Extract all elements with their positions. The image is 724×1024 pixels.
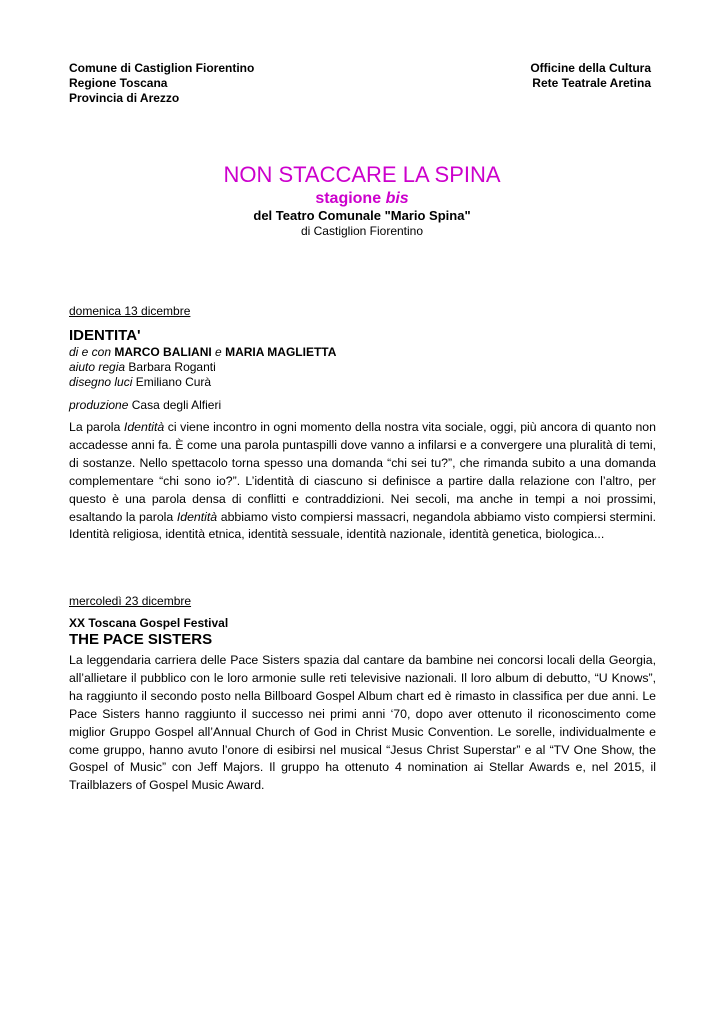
credit-disegno-luci — [69, 375, 656, 390]
theatre-name: del Teatro Comunale "Mario Spina" — [253, 208, 471, 223]
credit-name: MARIA MAGLIETTA — [225, 345, 337, 359]
header-provincia: Provincia di Arezzo — [69, 91, 180, 105]
page-title: NON STACCARE LA SPINA — [223, 162, 501, 187]
credit-role: di e con — [69, 345, 112, 359]
event-description — [69, 419, 656, 544]
theatre-city: di Castiglion Fiorentino — [300, 224, 424, 238]
event-date: mercoledì 23 dicembre — [69, 594, 192, 608]
description-text: La parola — [69, 420, 124, 434]
season-subtitle — [0, 189, 724, 208]
season-bis: bis — [385, 190, 409, 207]
event-date: domenica 13 dicembre — [69, 304, 191, 318]
credit-role: aiuto regia — [69, 360, 126, 374]
credit-produzione — [69, 398, 656, 413]
header-officine: Officine della Cultura — [530, 61, 651, 75]
event-identita — [69, 304, 656, 544]
credit-conj: e — [215, 345, 222, 359]
festival-name: XX Toscana Gospel Festival — [69, 616, 229, 630]
title-block — [0, 161, 724, 239]
credit-name: Casa degli Alfieri — [131, 398, 222, 412]
credit-aiuto-regia — [69, 360, 656, 375]
credit-name: Barbara Roganti — [128, 360, 216, 374]
credit-role: produzione — [69, 398, 129, 412]
header-regione: Regione Toscana — [69, 76, 168, 90]
header-left — [69, 61, 254, 106]
credit-name: Emiliano Curà — [135, 375, 212, 389]
credit-role: disegno luci — [69, 375, 133, 389]
credit-authors — [69, 345, 656, 360]
description-text: abbiamo visto compiersi massacri, negandola abbiamo visto compiersi stermini. Identità religiosa, identità etnica, identità sessuale, identità nazionale, identità genetica, biologica... — [69, 509, 656, 542]
event-pace-sisters — [69, 594, 656, 795]
season-word: stagione — [315, 190, 382, 207]
credit-name: MARCO BALIANI — [114, 345, 212, 359]
header-right — [530, 61, 651, 91]
description-emphasis: Identità — [123, 420, 165, 434]
description-text: ci viene incontro in ogni momento della nostra vita sociale, oggi, più ancora di quanto non accadesse anni fa. È come una parola puntaspilli dove vanno a infilarsi e a convergere una pluralità di temi, di sostanze. Nello spettacolo torna spesso una domanda “chi sei tu?”, che rimanda subito a una domanda complementare “chi sono io?”. L’identità di ciascuno si definisce a partire dalla relazione con l’altro, per questo è una parola densa di conflitti e contraddizioni. Nei secoli, ma anche in tempi a noi prossimi, esaltando la parola — [69, 420, 656, 524]
event-title: THE PACE SISTERS — [69, 631, 213, 648]
event-title: IDENTITA' — [69, 327, 141, 344]
header-rete: Rete Teatrale Aretina — [532, 76, 651, 90]
description-emphasis: Identità — [176, 509, 218, 524]
event-description: La leggendaria carriera delle Pace Sisters spazia dal cantare da bambine nei concorsi locali della Georgia, all’allietare il pubblico con le loro armonie sulle reti televisive nazionali. Il loro album di debutto, “U Knows”, ha raggiunto il secondo posto nella Billboard Gospel Album chart ed è rimasto in classifica per due anni. Le Pace Sisters hanno raggiunto il successo nei primi anni ‘70, dopo aver ottenuto il riconoscimento come miglior Gruppo Gospel all’Annual Church of God in Christ Music Convention. Le sorelle, individualmente e come gruppo, hanno avuto l’onore di esibirsi nel musical “Jesus Christ Superstar” e al “TV One Show, the Gospel of Music” con Jeff Majors. Il gruppo ha ottenuto 4 nomination ai Stellar Awards e, nel 2015, il Trailblazers of Gospel Music Award. — [69, 653, 656, 793]
header-comune: Comune di Castiglion Fiorentino — [69, 61, 255, 75]
